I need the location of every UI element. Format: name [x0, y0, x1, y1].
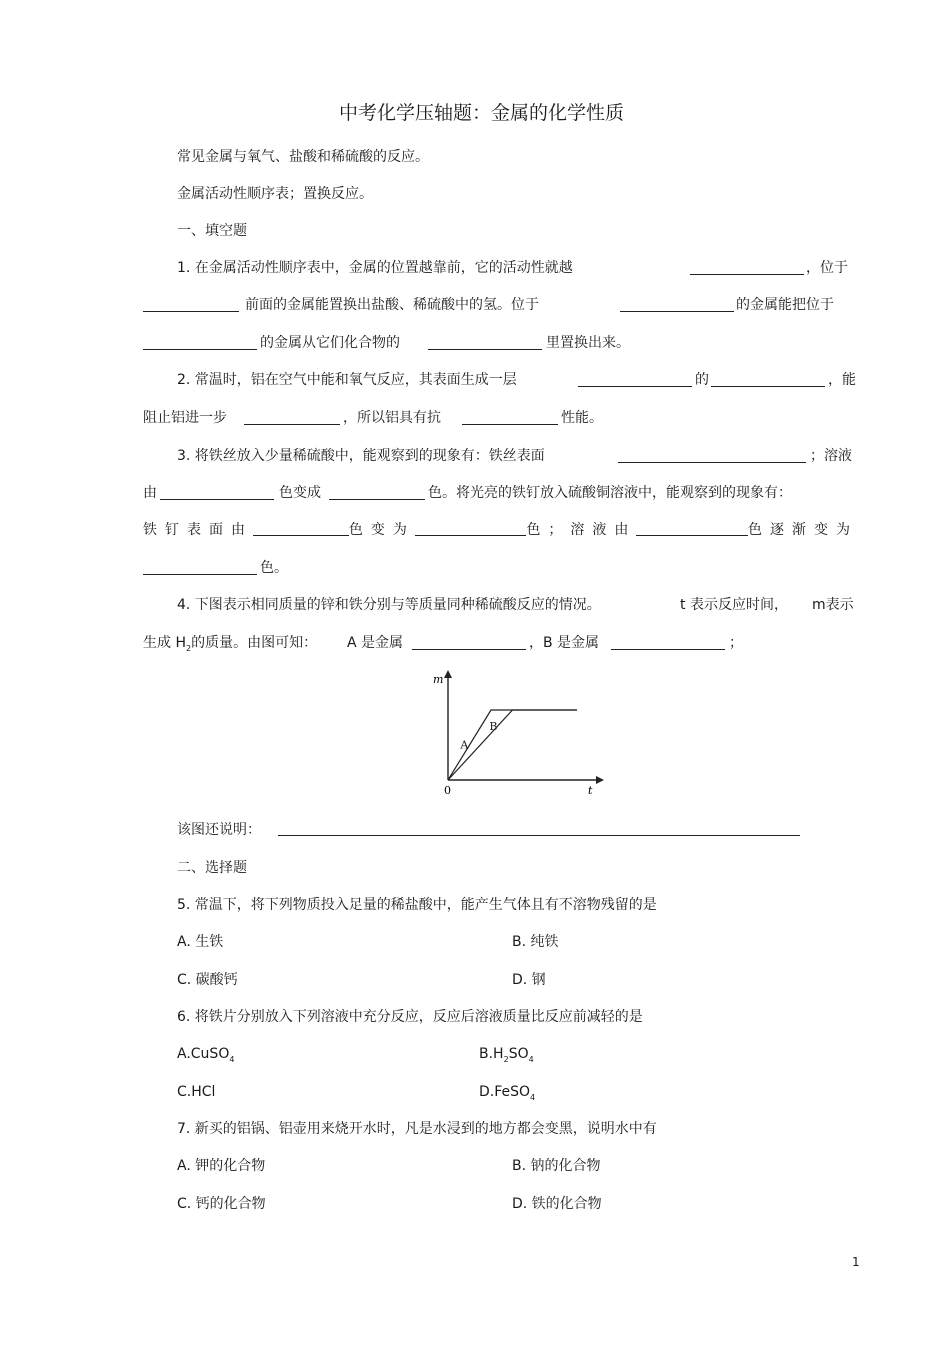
q5-stem: 5. 常温下，将下列物质投入足量的稀盐酸中，能产生气体且有不溶物残留的是	[177, 897, 657, 913]
q2-text-c: ，能	[828, 372, 856, 388]
q7-stem: 7. 新买的铝锅、铝壶用来烧开水时，凡是水浸到的地方都会变黑，说明水中有	[177, 1121, 657, 1137]
q3-blank-6[interactable]	[636, 521, 748, 536]
q3-text-c: 由	[143, 485, 157, 501]
q1-blank-3[interactable]	[620, 297, 734, 312]
q4-blank-1[interactable]	[412, 635, 526, 650]
q2-blank-4[interactable]	[462, 410, 558, 425]
section-heading-fill-blank: 一、填空题	[177, 223, 247, 239]
q2-blank-2[interactable]	[711, 372, 825, 387]
q1-blank-2[interactable]	[143, 297, 239, 312]
q7-option-c[interactable]: C. 钙的化合物	[177, 1196, 266, 1212]
q4-h2-subscript: 2	[185, 643, 192, 653]
q1-text-d: 的金属能把位于	[736, 297, 834, 313]
q6-option-d-text: D.FeSO	[479, 1084, 531, 1100]
section-heading-choice: 二、选择题	[177, 860, 247, 876]
page-number: 1	[852, 1255, 860, 1269]
q3-justified-line	[143, 521, 858, 539]
y-axis-label: m	[433, 673, 444, 686]
q3-blank-5[interactable]	[415, 521, 527, 536]
q2-text-e: ，所以铝具有抗	[343, 410, 441, 426]
q4-text-a: 4. 下图表示相同质量的锌和铁分别与等质量同种稀硫酸反应的情况。	[177, 597, 601, 613]
q2-blank-1[interactable]	[578, 372, 692, 387]
q1-text-e: 的金属从它们化合物的	[260, 335, 400, 351]
q7-option-d[interactable]: D. 铁的化合物	[512, 1196, 602, 1212]
q4-text-b: 生成 H	[143, 635, 186, 651]
q3-text-i: 色逐渐变为	[747, 522, 858, 538]
y-axis-arrow	[444, 670, 452, 678]
q4-t-note: t 表示反应时间，	[680, 597, 788, 613]
q4-m-note: m表示	[812, 597, 854, 613]
q2-text-d: 阻止铝进一步	[143, 410, 227, 426]
origin-label: 0	[444, 784, 451, 797]
series-label-b: B	[489, 720, 498, 733]
q5-option-a[interactable]: A. 生铁	[177, 934, 224, 950]
q5-option-b[interactable]: B. 纯铁	[512, 934, 559, 950]
q2-blank-3[interactable]	[244, 410, 340, 425]
q6-option-a[interactable]	[177, 1045, 234, 1069]
q3-text-e: 色。将光亮的铁钉放入硫酸铜溶液中，能观察到的现象有：	[428, 485, 792, 501]
q6-option-b-text-2: SO	[508, 1046, 529, 1062]
q1-text-a: 1. 在金属活动性顺序表中，金属的位置越靠前，它的活动性就越	[177, 260, 573, 276]
intro-line-2: 金属活动性顺序表；置换反应。	[177, 186, 373, 202]
q6-option-b-subscript: 2	[503, 1054, 509, 1064]
q4-blank-3[interactable]	[278, 821, 800, 836]
series-layer	[448, 710, 577, 780]
q6-option-d-subscript: 4	[530, 1092, 536, 1102]
q3-blank-7[interactable]	[143, 560, 257, 575]
q4-text-e: ，B 是金属	[529, 635, 600, 651]
page-title: 中考化学压轴题：金属的化学性质	[339, 102, 625, 124]
q2-text-a: 2. 常温时，铝在空气中能和氧气反应，其表面生成一层	[177, 372, 517, 388]
q6-option-a-text: A.CuSO	[177, 1046, 230, 1062]
q2-text-b: 的	[695, 372, 709, 388]
q6-option-b[interactable]	[479, 1045, 534, 1069]
q5-option-c[interactable]: C. 碳酸钙	[177, 972, 238, 988]
q3-blank-1[interactable]	[618, 448, 806, 463]
q4-line-2	[143, 634, 317, 658]
q1-text-f: 里置换出来。	[546, 335, 630, 351]
q1-text-c: 前面的金属能置换出盐酸、稀硫酸中的氢。位于	[245, 297, 539, 313]
q6-option-c[interactable]: C.HCl	[177, 1084, 216, 1100]
q1-blank-5[interactable]	[428, 335, 542, 350]
q3-text-g: 色变为	[348, 522, 415, 538]
q3-blank-2[interactable]	[160, 485, 274, 500]
q3-blank-3[interactable]	[329, 485, 425, 500]
q7-option-b[interactable]: B. 钠的化合物	[512, 1158, 601, 1174]
intro-line-1: 常见金属与氧气、盐酸和稀硫酸的反应。	[177, 149, 429, 165]
q4-text-g: 该图还说明：	[177, 822, 261, 838]
q3-text-h: 色；溶液由	[526, 522, 637, 538]
q3-text-j: 色。	[260, 560, 288, 576]
q6-stem: 6. 将铁片分别放入下列溶液中充分反应，反应后溶液质量比反应前减轻的是	[177, 1009, 643, 1025]
q3-text-b: ；溶液	[810, 448, 852, 464]
q2-text-f: 性能。	[561, 410, 603, 426]
x-axis-arrow	[596, 776, 604, 784]
q4-text-f: ；	[729, 635, 743, 651]
q6-option-a-subscript: 4	[229, 1054, 235, 1064]
q5-option-d[interactable]: D. 钢	[512, 972, 546, 988]
q6-option-b-text: B.H	[479, 1046, 504, 1062]
q6-option-d[interactable]	[479, 1083, 535, 1107]
q1-blank-1[interactable]	[690, 260, 804, 275]
q4-text-c: 的质量。由图可知：	[191, 635, 318, 651]
q3-text-f: 铁钉表面由	[143, 522, 253, 538]
q3-text-a: 3. 将铁丝放入少量稀硫酸中，能观察到的现象有：铁丝表面	[177, 448, 545, 464]
q7-option-a[interactable]: A. 钾的化合物	[177, 1158, 266, 1174]
q3-blank-4[interactable]	[253, 521, 349, 536]
x-axis-label: t	[588, 784, 593, 797]
q6-option-b-subscript-2: 4	[528, 1054, 534, 1064]
q4-blank-2[interactable]	[611, 635, 725, 650]
reaction-chart	[420, 668, 620, 800]
series-label-a: A	[460, 738, 469, 752]
q1-text-b: ，位于	[806, 260, 848, 276]
q4-text-d: A 是金属	[347, 635, 404, 651]
q1-blank-4[interactable]	[143, 335, 257, 350]
q3-text-d: 色变成	[279, 485, 321, 501]
